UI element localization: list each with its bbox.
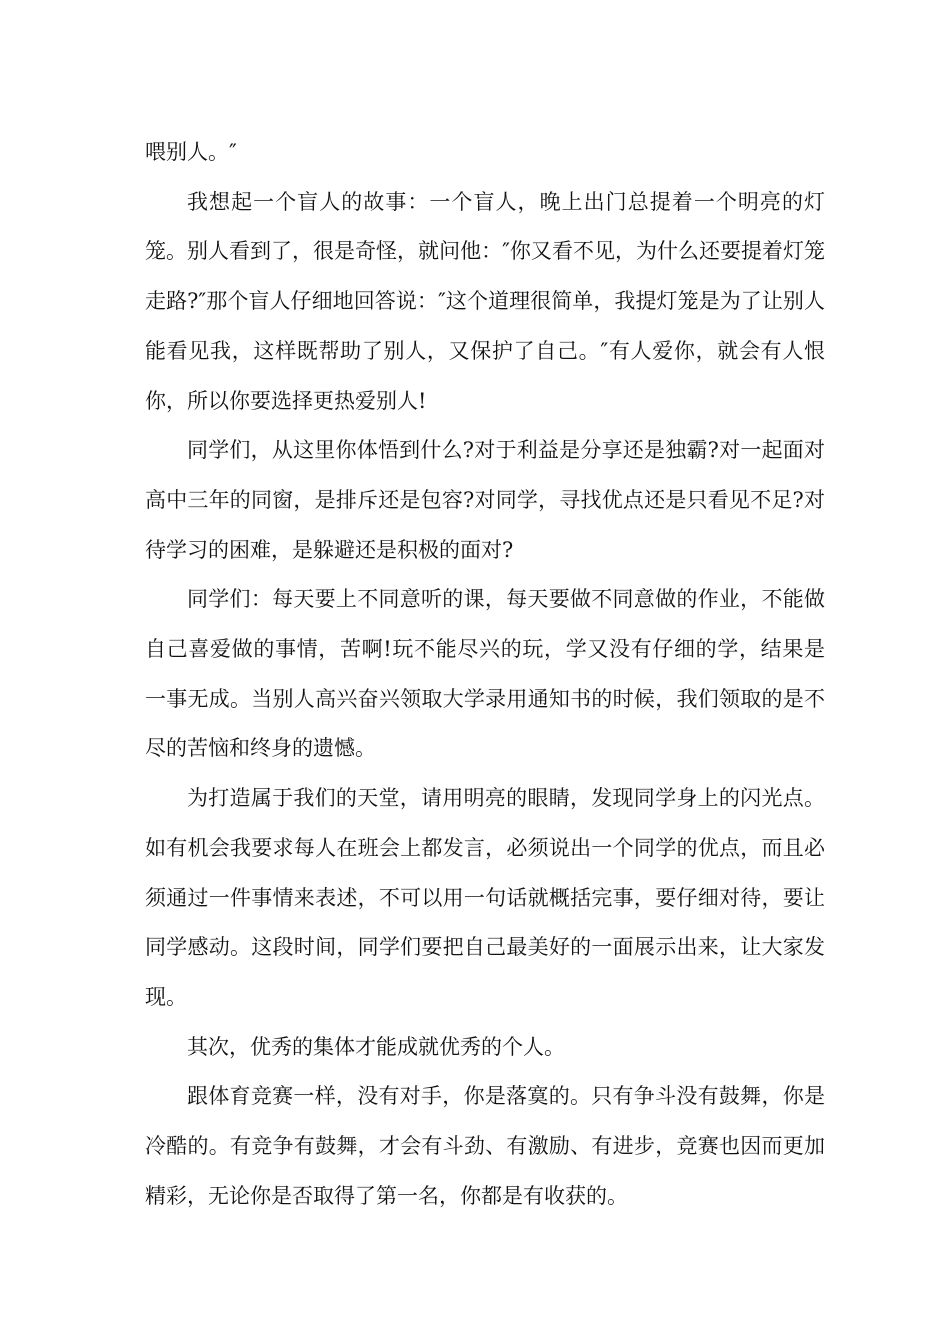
- paragraph-blind-man-story: 我想起一个盲人的故事：一个盲人，晚上出门总提着一个明亮的灯笼。别人看到了，很是奇怪，就问他：″你又看不见，为什么还要提着灯笼走路?″那个盲人仔细地回答说：″这个道理很简单，我提灯笼是为了让别人能看见我，这样既帮助了别人，又保护了自己。″有人爱你，就会有人恨你，所以你要选择更热爱别人!: [145, 189, 825, 413]
- paragraph-continuation: 喂别人。″: [145, 140, 237, 164]
- paragraph-sports-competition: 跟体育竞赛一样，没有对手，你是落寞的。只有争斗没有鼓舞，你是冷酷的。有竞争有鼓舞，才会有斗劲、有激励、有进步，竞赛也因而更加精彩，无论你是否取得了第一名，你都是有收获的。: [145, 1084, 825, 1208]
- paragraph-discover-strengths: 为打造属于我们的天堂，请用明亮的眼睛，发现同学身上的闪光点。如有机会我要求每人在班会上都发言，必须说出一个同学的优点，而且必须通过一件事情来表述，不可以用一句话就概括完事，要仔细对待，要让同学感动。这段时间，同学们要把自己最美好的一面展示出来，让大家发现。: [145, 786, 825, 1009]
- document-body: [145, 128, 825, 1221]
- paragraph-study-regret: 同学们：每天要上不同意听的课，每天要做不同意做的作业，不能做自己喜爱做的事情，苦啊!玩不能尽兴的玩，学又没有仔细的学，结果是一事无成。当别人高兴奋兴领取大学录用通知书的时候，我们领取的是不尽的苦恼和终身的遗憾。: [145, 587, 825, 761]
- paragraph-reflection-questions: 同学们，从这里你体悟到什么?对于利益是分享还是独霸?对一起面对高中三年的同窗，是排斥还是包容?对同学，寻找优点还是只看见不足?对待学习的困难，是躲避还是积极的面对?: [145, 438, 825, 562]
- paragraph-excellent-collective: 其次，优秀的集体才能成就优秀的个人。: [187, 1034, 565, 1059]
